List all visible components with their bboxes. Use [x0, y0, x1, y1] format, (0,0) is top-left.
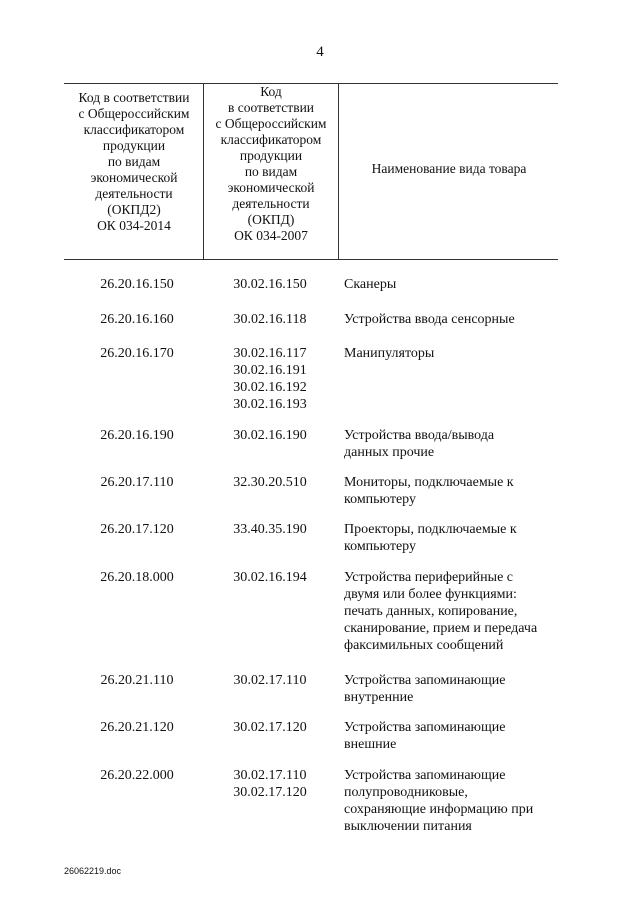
- product-name-line: компьютеру: [344, 492, 416, 507]
- header-line: с Общероссийским: [215, 116, 327, 131]
- okpd-codes: [208, 672, 332, 689]
- product-name-line: Устройства запоминающие: [344, 768, 506, 783]
- okpd-code: 30.02.17.120: [233, 785, 307, 800]
- product-name: [344, 474, 564, 508]
- product-name-line: Мониторы, подключаемые к: [344, 475, 514, 490]
- okpd-code: 33.40.35.190: [233, 522, 307, 537]
- okpd2-code: 26.20.22.000: [100, 768, 174, 783]
- product-name-line: Устройства ввода/вывода: [344, 428, 495, 443]
- column-divider-1: [203, 83, 204, 259]
- header-line: по видам: [244, 164, 298, 179]
- okpd2-code: 26.20.16.170: [100, 346, 174, 361]
- product-name-line: внутренние: [344, 690, 414, 705]
- header-line: классификатором: [220, 132, 322, 147]
- okpd-codes: [208, 311, 332, 328]
- product-name-line: Манипуляторы: [344, 346, 435, 361]
- okpd-code: 30.02.16.194: [233, 570, 307, 585]
- product-name: [344, 427, 564, 461]
- okpd2-code: 26.20.17.120: [100, 522, 174, 537]
- okpd2-code: 26.20.18.000: [100, 570, 174, 585]
- okpd-code: 30.02.16.192: [233, 380, 307, 395]
- okpd2-code: 26.20.16.150: [100, 277, 174, 292]
- column-divider-2: [338, 83, 339, 259]
- product-name: [344, 311, 564, 328]
- product-name-line: внешние: [344, 737, 397, 752]
- header-line: в соответствии: [227, 100, 315, 115]
- product-name: [344, 767, 564, 835]
- okpd-codes: [208, 767, 332, 801]
- header-product-name: [340, 161, 558, 177]
- product-name-line: данных прочие: [344, 445, 435, 460]
- header-line: деятельности: [95, 186, 173, 201]
- product-name: [344, 521, 564, 555]
- product-name-line: сохраняющие информацию при: [344, 802, 534, 817]
- okpd-codes: [208, 345, 332, 413]
- page-number: 4: [316, 44, 324, 60]
- header-line: продукции: [239, 148, 303, 163]
- header-line: экономической: [227, 180, 315, 195]
- file-name: 26062219.doc: [64, 866, 122, 876]
- product-name: [344, 276, 564, 293]
- product-name-line: Устройства запоминающие: [344, 673, 506, 688]
- okpd-code: 30.02.17.110: [233, 768, 307, 783]
- header-okpd2: [66, 90, 202, 234]
- okpd-codes: [208, 569, 332, 586]
- okpd-codes: [208, 521, 332, 538]
- product-name-line: выключении питания: [344, 819, 472, 834]
- header-line: ОК 034-2007: [234, 228, 308, 243]
- okpd-codes: [208, 276, 332, 293]
- product-name-line: Устройства запоминающие: [344, 720, 506, 735]
- okpd2-code: 26.20.17.110: [100, 475, 174, 490]
- header-line: экономической: [90, 170, 178, 185]
- header-line: с Общероссийским: [78, 106, 190, 121]
- okpd-code: 30.02.16.117: [233, 346, 307, 361]
- okpd-codes: [208, 474, 332, 491]
- product-name-line: Устройства ввода сенсорные: [344, 312, 515, 327]
- product-name: [344, 719, 564, 753]
- okpd2-code: 26.20.16.190: [100, 428, 174, 443]
- okpd-code: 30.02.16.193: [233, 397, 307, 412]
- header-line: (ОКПД2): [107, 202, 161, 217]
- product-name-line: двумя или более функциями:: [344, 587, 517, 602]
- okpd-code: 30.02.16.150: [233, 277, 307, 292]
- okpd-code: 30.02.16.191: [233, 363, 307, 378]
- header-okpd: [205, 84, 337, 244]
- okpd-code: 30.02.17.120: [233, 720, 307, 735]
- okpd2-code: 26.20.21.110: [100, 673, 174, 688]
- okpd-codes: [208, 427, 332, 444]
- product-name-line: печать данных, копирование,: [344, 604, 518, 619]
- header-line: Наименование вида товара: [371, 161, 527, 176]
- okpd2-code: 26.20.21.120: [100, 720, 174, 735]
- header-line: ОК 034-2014: [97, 218, 171, 233]
- product-name-line: Сканеры: [344, 277, 397, 292]
- okpd-code: 30.02.17.110: [233, 673, 307, 688]
- header-line: продукции: [102, 138, 166, 153]
- header-line: Код: [260, 84, 282, 99]
- okpd-code: 30.02.16.118: [233, 312, 307, 327]
- product-name: [344, 569, 564, 654]
- product-name-line: полупроводниковые,: [344, 785, 468, 800]
- product-name-line: компьютеру: [344, 539, 416, 554]
- product-name-line: Устройства периферийные с: [344, 570, 513, 585]
- product-name: [344, 672, 564, 706]
- okpd2-code: 26.20.16.160: [100, 312, 174, 327]
- header-line: классификатором: [83, 122, 185, 137]
- header-line: (ОКПД): [247, 212, 295, 227]
- header-line: деятельности: [232, 196, 310, 211]
- product-name-line: Проекторы, подключаемые к: [344, 522, 517, 537]
- header-line: по видам: [107, 154, 161, 169]
- okpd-codes: [208, 719, 332, 736]
- product-name-line: факсимильных сообщений: [344, 638, 504, 653]
- okpd-code: 32.30.20.510: [233, 475, 307, 490]
- product-name-line: сканирование, прием и передача: [344, 621, 538, 636]
- okpd-code: 30.02.16.190: [233, 428, 307, 443]
- header-line: Код в соответствии: [78, 90, 190, 105]
- header-bottom-border: [64, 259, 558, 260]
- product-name: [344, 345, 564, 362]
